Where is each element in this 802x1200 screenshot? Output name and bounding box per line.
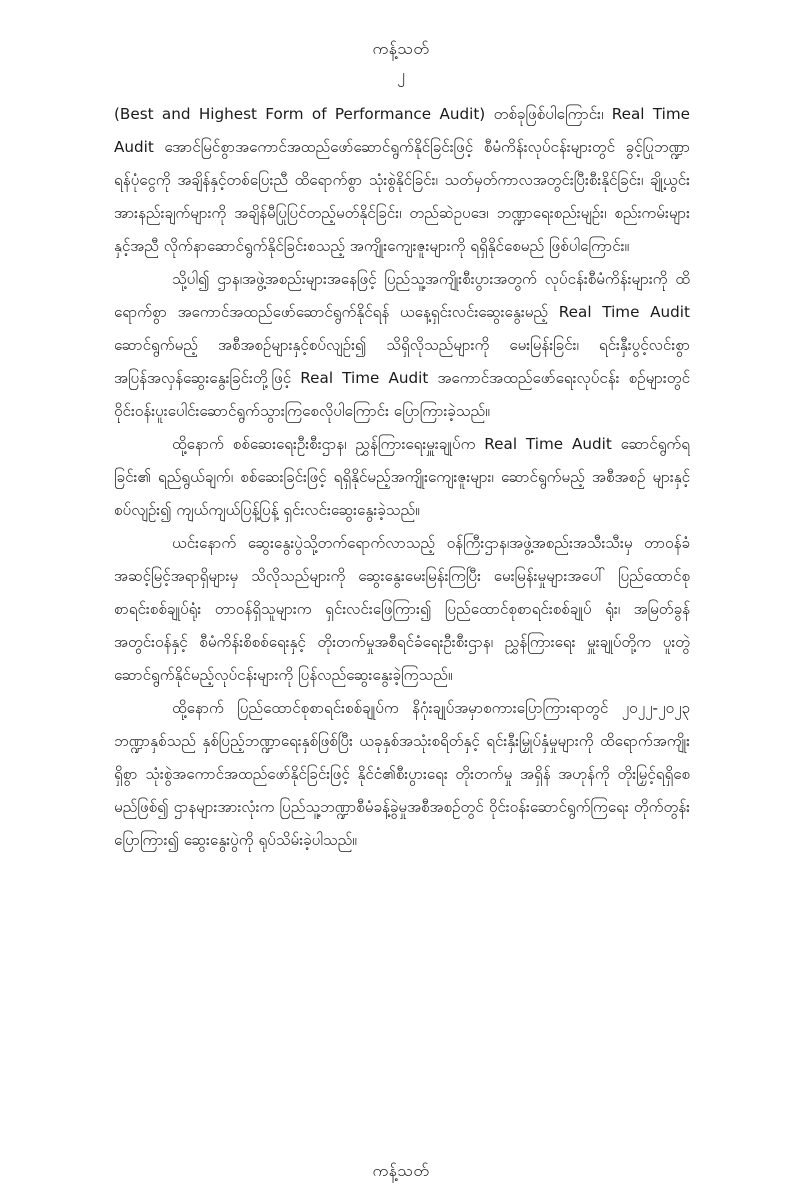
footer-classification-label: ကန့်သတ် [372,1161,430,1180]
paragraph-2: သို့ပါ၍ ဌာန၊အဖွဲ့အစည်းများအနေဖြင့် ပြည်သူ့အကျိုးစီးပွားအတွက် လုပ်ငန်းစီမံကိန်းများကို ထိရောက်စွာ အကောင်အထည်ဖော်ဆောင်ရွက်နိုင်ရန် ယနေ့ရှင်းလင်းဆွေးနွေးမည့် Real Time Audit ဆောင်ရွက်မည့် အစီအစဉ်များနှင့်စပ်လျဉ်း၍ သိရှိလိုသည်များကို မေးမြန်းခြင်း၊ ရင်းနှီးပွင့်လင်းစွာ အပြန်အလှန်ဆွေးနွေးခြင်းတို့ဖြင့် Real Time Audit အကောင်အထည်ဖော်ရေးလုပ်ငန်း စဉ်များတွင် ဝိုင်းဝန်းပူးပေါင်းဆောင်ရွက်သွားကြစေလိုပါကြောင်း ပြောကြားခဲ့သည်။ [114,270,690,420]
paragraph-4: ယင်းနောက် ဆွေးနွေးပွဲသို့တက်ရောက်လာသည့် ဝန်ကြီးဌာန၊အဖွဲ့အစည်းအသီးသီးမှ တာဝန်ခံအဆင့်မြင့်အရာရှိများမှ သိလိုသည်များကို ဆွေးနွေးမေးမြန်းကြပြီး မေးမြန်းမှုများအပေါ် ပြည်ထောင်စုစာရင်းစစ်ချုပ်ရုံး တာဝန်ရှိသူများက ရှင်းလင်းဖြေကြား၍ ပြည်ထောင်စုစာရင်းစစ်ချုပ် ရုံး၊ အမြတ်ခွန်အတွင်းဝန်နှင့် စီမံကိန်းစိစစ်ရေးနှင့် တိုးတက်မှုအစီရင်ခံရေးဦးစီးဌာန၊ ညွှန်ကြားရေး မှူးချုပ်တို့က ပူးတွဲဆောင်ရွက်နိုင်မည့်လုပ်ငန်းများကို ပြန်လည်ဆွေးနွေးခဲ့ကြသည်။ [114,534,690,684]
header-classification-label: ကန့်သတ် [372,39,430,58]
page-number: ၂ [397,65,405,84]
paragraph-3: ထို့နောက် စစ်ဆေးရေးဦးစီးဌာန၊ ညွှန်ကြားရေးမှူးချုပ်က Real Time Audit ဆောင်ရွက်ရ ခြင်း၏ ရည်ရွယ်ချက်၊ စစ်ဆေးခြင်းဖြင့် ရရှိနိုင်မည့်အကျိုးကျေးဇူးများ၊ ဆောင်ရွက်မည့် အစီအစဉ် များနှင့်စပ်လျဉ်း၍ ကျယ်ကျယ်ပြန့်ပြန့် ရှင်းလင်းဆွေးနွေးခဲ့သည်။ [114,435,690,519]
paragraph-1: (Best and Highest Form of Performance Audit) တစ်ခုဖြစ်ပါကြောင်း၊ Real Time Audit အောင်မြင်စွာအကောင်အထည်ဖော်ဆောင်ရွက်နိုင်ခြင်းဖြင့် စီမံကိန်းလုပ်ငန်းများတွင် ခွင့်ပြုဘဏ္ဍာ ရန်ပုံငွေကို အချိန်နှင့်တစ်ပြေးညီ ထိရောက်စွာ သုံးစွဲနိုင်ခြင်း၊ သတ်မှတ်ကာလအတွင်းပြီးစီးနိုင်ခြင်း၊ ချို့ယွင်းအားနည်းချက်များကို အချိန်မီပြုပြင်တည့်မတ်နိုင်ခြင်း၊ တည်ဆဲဥပဒေ၊ ဘဏ္ဍာရေးစည်းမျဉ်း၊ စည်းကမ်းများနှင့်အညီ လိုက်နာဆောင်ရွက်နိုင်ခြင်းစသည့် အကျိုးကျေးဇူးများကို ရရှိနိုင်စေမည် ဖြစ်ပါကြောင်း။ [114,105,690,255]
document-body [114,98,690,958]
paragraph-5: ထို့နောက် ပြည်ထောင်စုစာရင်းစစ်ချုပ်က နိဂုံးချုပ်အမှာစကားပြောကြားရာတွင် ၂၀၂၂-၂၀၂၃ ဘဏ္ဍာနှစ်သည် နှစ်ပြည့်ဘဏ္ဍာရေးနှစ်ဖြစ်ပြီး ယခုနှစ်အသုံးစရိတ်နှင့် ရင်းနှီးမြှုပ်နှံမှုများကို ထိရောက်အကျိုးရှိစွာ သုံးစွဲအကောင်အထည်ဖော်နိုင်ခြင်းဖြင့် နိုင်ငံ၏စီးပွားရေး တိုးတက်မှု အရှိန် အဟုန်ကို တိုးမြှင့်ရရှိစေမည်ဖြစ်၍ ဌာနများအားလုံးက ပြည်သူ့ဘဏ္ဍာစီမံခန့်ခွဲမှုအစီအစဉ်တွင် ဝိုင်းဝန်းဆောင်ရွက်ကြရေး တိုက်တွန်းပြောကြား၍ ဆွေးနွေးပွဲကို ရုပ်သိမ်းခဲ့ပါသည်။ [114,699,690,849]
